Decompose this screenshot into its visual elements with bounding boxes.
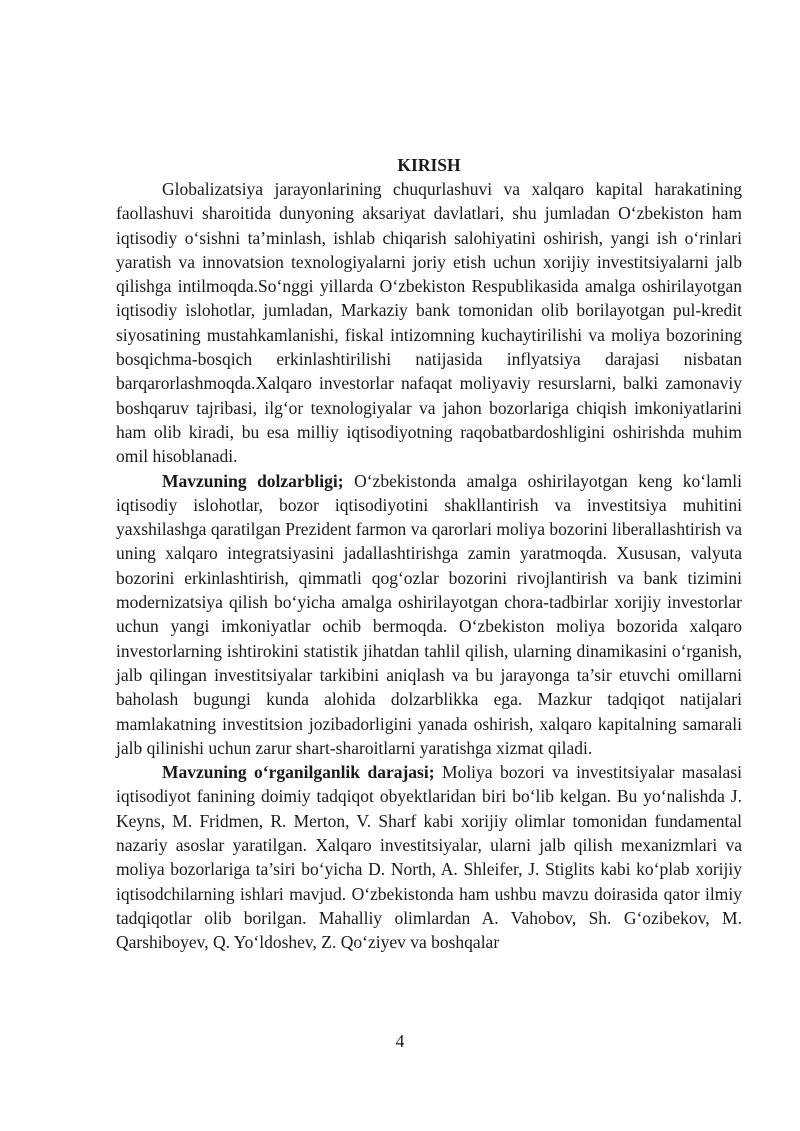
paragraph-study-degree-lead: Mavzuning o‘rganilganlik darajasi; xyxy=(162,762,435,783)
paragraph-study-degree xyxy=(116,760,742,954)
page-number: 4 xyxy=(395,1031,405,1051)
paragraph-relevance-text: O‘zbekistonda amalga oshirilayotgan keng ko‘lamli iqtisodiy islohotlar, bozor iqtisodiyotini shakllantirish va investitsiya muhitini yaxshilashga qaratilgan Prezident farmon va qarorlari moliya bozorini liberallashtirish va uning xalqaro integratsiyasini jadallashtirishga zamin yaratmoqda. Xususan, valyuta bozorini erkinlashtirish, qimmatli qog‘ozlar bozorini rivojlantirish va bank tizimini modernizatsiya qilish bo‘yicha amalga oshirilayotgan chora-tadbirlar xorijiy investorlar uchun yangi imkoniyatlar ochib bermoqda. O‘zbekiston moliya bozorida xalqaro investorlarning ishtirokini statistik jihatdan tahlil qilish, ularning dinamikasini o‘rganish, jalb qilingan investitsiyalar tarkibini aniqlash va bu jarayonga ta’sir etuvchi omillarni baholash bugungi kunda alohida dolzarblikka ega. Mazkur tadqiqot natijalari mamlakatning investitsion jozibadorligini yanada oshirish, xalqaro kapitalning samarali jalb qilinishi uchun zarur shart-sharoitlarni yaratishga xizmat qiladi. xyxy=(116,470,743,758)
paragraph-intro xyxy=(116,177,742,469)
paragraph-study-degree-text: Moliya bozori va investitsiyalar masalasi iqtisodiyot fanining doimiy tadqiqot obyektlaridan biri bo‘lib kelgan. Bu yo‘nalishda J. Keyns, M. Fridmen, R. Merton, V. Sharf kabi xorijiy olimlar tomonidan fundamental nazariy asoslar yaratilgan. Xalqaro investitsiyalar, ularni jalb qilish mexanizmlari va moliya bozorlariga ta’siri bo‘yicha D. North, A. Shleifer, J. Stiglits kabi ko‘plab xorijiy iqtisodchilarning ishlari mavjud. O‘zbekistonda ham ushbu mavzu doirasida qator ilmiy tadqiqotlar olib borilgan. Mahalliy olimlardan A. Vahobov, Sh. G‘ozibekov, M. Qarshiboyev, Q. Yo‘ldoshev, Z. Qo‘ziyev va boshqalar xyxy=(116,762,742,953)
document-body xyxy=(116,150,742,955)
paragraph-relevance xyxy=(116,469,742,761)
section-heading: KIRISH xyxy=(397,155,461,175)
paragraph-intro-text: Globalizatsiya jarayonlarining chuqurlashuvi va xalqaro kapital harakatining faollashuvi sharoitida dunyoning aksariyat davlatlari, shu jumladan O‘zbekiston ham iqtisodiy o‘sishni ta’minlash, ishlab chiqarish salohiyatini oshirish, yangi ish o‘rinlari yaratish va innovatsion texnologiyalarni joriy etish uchun xorijiy investitsiyalarni jalb qilishga intilmoqda.So‘nggi yillarda O‘zbekiston Respublikasida amalga oshirilayotgan iqtisodiy islohotlar, jumladan, Markaziy bank tomonidan olib borilayotgan pul-kredit siyosatining mustahkamlanishi, fiskal intizomning kuchaytirilishi va moliya bozorining bosqichma-bosqich erkinlashtirilishi natijasida inflyatsiya darajasi nisbatan barqarorlashmoqda.Xalqaro investorlar nafaqat moliyaviy resurslarni, balki zamonaviy boshqaruv tajribasi, ilg‘or texnologiyalar va jahon bozorlariga chiqish imkoniyatlarini ham olib kiradi, bu esa milliy iqtisodiyotning raqobatbardoshligini oshirishda muhim omil hisoblanadi. xyxy=(116,179,742,467)
paragraph-relevance-lead: Mavzuning dolzarbligi; xyxy=(162,470,344,491)
